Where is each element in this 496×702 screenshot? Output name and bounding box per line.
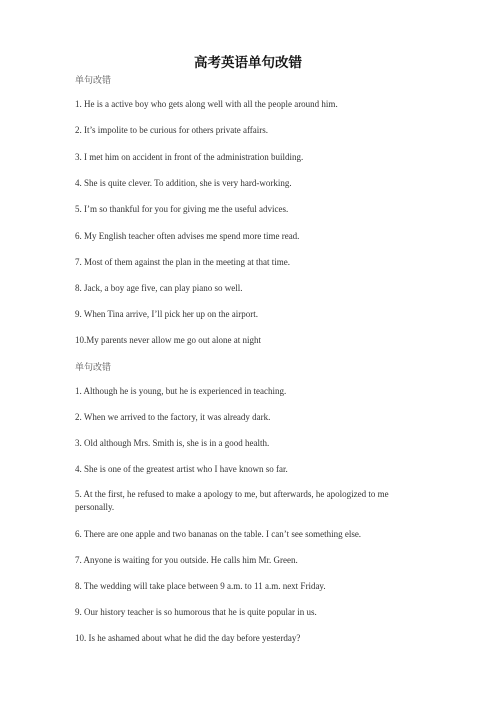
exercise-item: 3. Old although Mrs. Smith is, she is in a good health. [75, 438, 270, 448]
exercise-item: 5. I’m so thankful for you for giving me the useful advices. [75, 204, 289, 214]
exercise-item: 4. She is quite clever. To addition, she is very hard-working. [75, 178, 292, 188]
exercise-item: 5. At the first, he refused to make a apology to me, but afterwards, he apologized to me personally. [75, 489, 389, 512]
section-heading: 单句改错 [75, 76, 112, 86]
exercise-item: 7. Anyone is waiting for you outside. He calls him Mr. Green. [75, 555, 298, 565]
exercise-item: 8. The wedding will take place between 9 a.m. to 11 a.m. next Friday. [75, 581, 326, 591]
exercise-item: 10. Is he ashamed about what he did the day before yesterday? [75, 633, 301, 643]
exercise-item: 4. She is one of the greatest artist who I have known so far. [75, 464, 288, 474]
exercise-item: 8. Jack, a boy age five, can play piano so well. [75, 283, 243, 293]
exercise-item: 6. My English teacher often advises me spend more time read. [75, 231, 300, 241]
exercise-item: 2. It’s impolite to be curious for others private affairs. [75, 125, 269, 135]
exercise-item: 10.My parents never allow me go out alone at night [75, 335, 261, 345]
exercise-item: 3. I met him on accident in front of the administration building. [75, 152, 304, 162]
exercise-item: 2. When we arrived to the factory, it was already dark. [75, 412, 271, 422]
exercise-item: 1. He is a active boy who gets along well with all the people around him. [75, 99, 338, 109]
document-title: 高考英语单句改错 [194, 55, 302, 71]
exercise-item: 9. Our history teacher is so humorous that he is quite popular in us. [75, 607, 317, 617]
exercise-item: 1. Although he is young, but he is experienced in teaching. [75, 386, 287, 396]
exercise-item: 9. When Tina arrive, I’ll pick her up on the airport. [75, 309, 259, 319]
exercise-item: 6. There are one apple and two bananas on the table. I can’t see something else. [75, 529, 362, 539]
exercise-item: 7. Most of them against the plan in the meeting at that time. [75, 257, 290, 267]
section-heading: 单句改错 [75, 363, 112, 373]
